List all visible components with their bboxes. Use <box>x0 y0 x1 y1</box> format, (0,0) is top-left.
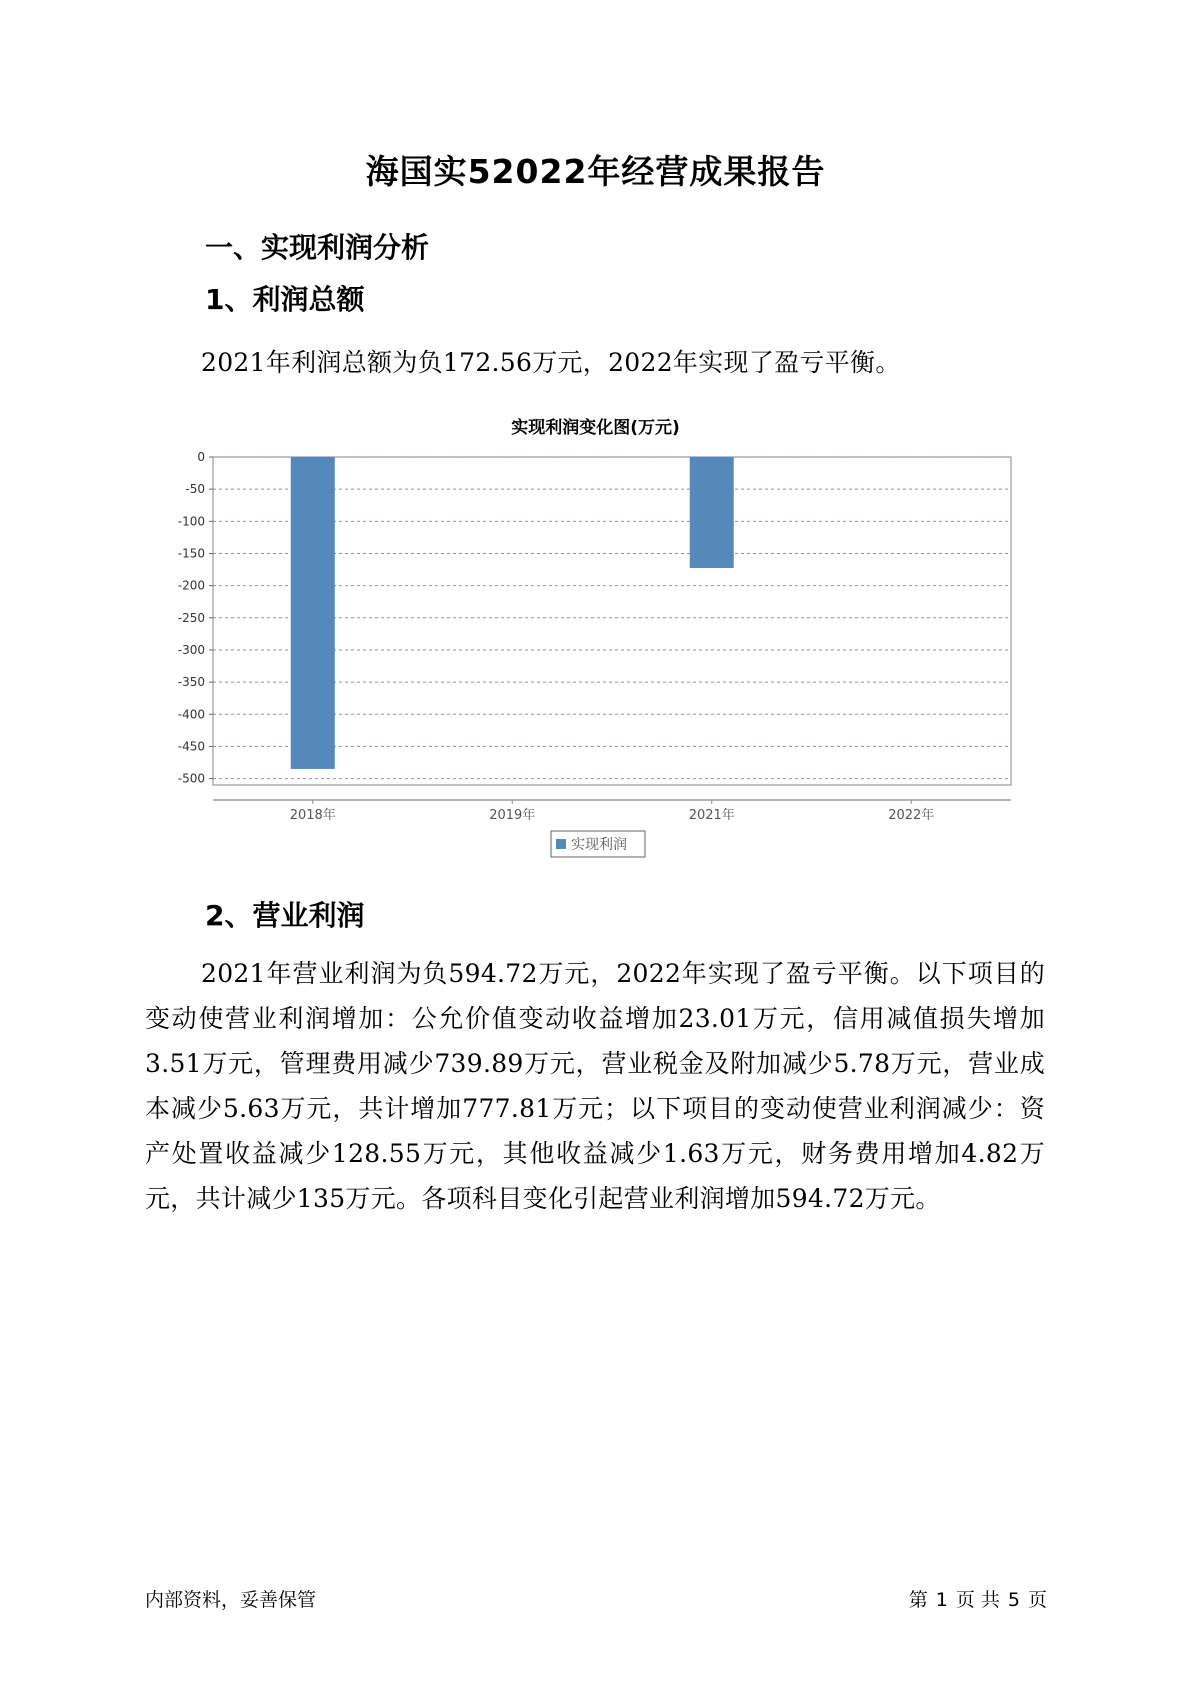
bar-2 <box>690 457 734 568</box>
y-tick-label: -300 <box>177 642 205 657</box>
y-tick-label: -350 <box>177 675 205 690</box>
subsection-heading-total-profit: 1、利润总额 <box>205 283 365 316</box>
y-tick-label: -50 <box>185 482 205 497</box>
y-tick-label: -400 <box>177 707 205 722</box>
page-mid: 页 共 <box>955 1589 1000 1611</box>
total-profit-paragraph: 2021年利润总额为负172.56万元，2022年实现了盈亏平衡。 <box>201 348 901 377</box>
footer-page-indicator <box>905 1585 1051 1612</box>
x-tick-label: 2018年 <box>289 808 336 823</box>
y-tick-label: -500 <box>177 771 205 786</box>
document-title: 海国实52022年经营成果报告 <box>365 152 826 191</box>
page-total: 5 <box>1007 1589 1020 1611</box>
legend-swatch <box>556 839 566 849</box>
legend-label: 实现利润 <box>571 837 627 853</box>
chart-title: 实现利润变化图(万元) <box>511 418 680 438</box>
x-tick-label: 2019年 <box>489 808 536 823</box>
y-tick-label: -450 <box>177 739 205 754</box>
page-number: 1 <box>935 1589 948 1611</box>
page-suffix: 页 <box>1027 1589 1047 1611</box>
operating-profit-paragraph: 2021年营业利润为负594.72万元，2022年实现了盈亏平衡。以下项目的变动使营业利润增加：公允价值变动收益增加23.01万元，信用减值损失增加3.51万元，管理费用减少739.89万元，营业税金及附加减少5.78万元，营业成本减少5.63万元，共计增加777.81万元；以下项目的变动使营业利润减少：资产处置收益减少128.55万元，其他收益减少1.63万元，财务费用增加4.82万元，共计减少135万元。各项科目变化引起营业利润增加594.72万元。 <box>145 959 1045 1213</box>
y-tick-label: -150 <box>177 546 205 561</box>
x-tick-label: 2022年 <box>888 808 935 823</box>
y-tick-label: -250 <box>177 610 205 625</box>
page-prefix: 第 <box>908 1589 928 1611</box>
section-heading-profit-analysis: 一、实现利润分析 <box>205 231 430 264</box>
x-tick-label: 2021年 <box>688 808 735 823</box>
bar-0 <box>291 457 335 769</box>
y-tick-label: -200 <box>177 578 205 593</box>
subsection-heading-operating-profit: 2、营业利润 <box>205 899 365 932</box>
footer-confidential-note: 内部资料，妥善保管 <box>145 1589 317 1611</box>
y-tick-label: -100 <box>177 514 205 529</box>
y-tick-label: 0 <box>197 450 205 464</box>
